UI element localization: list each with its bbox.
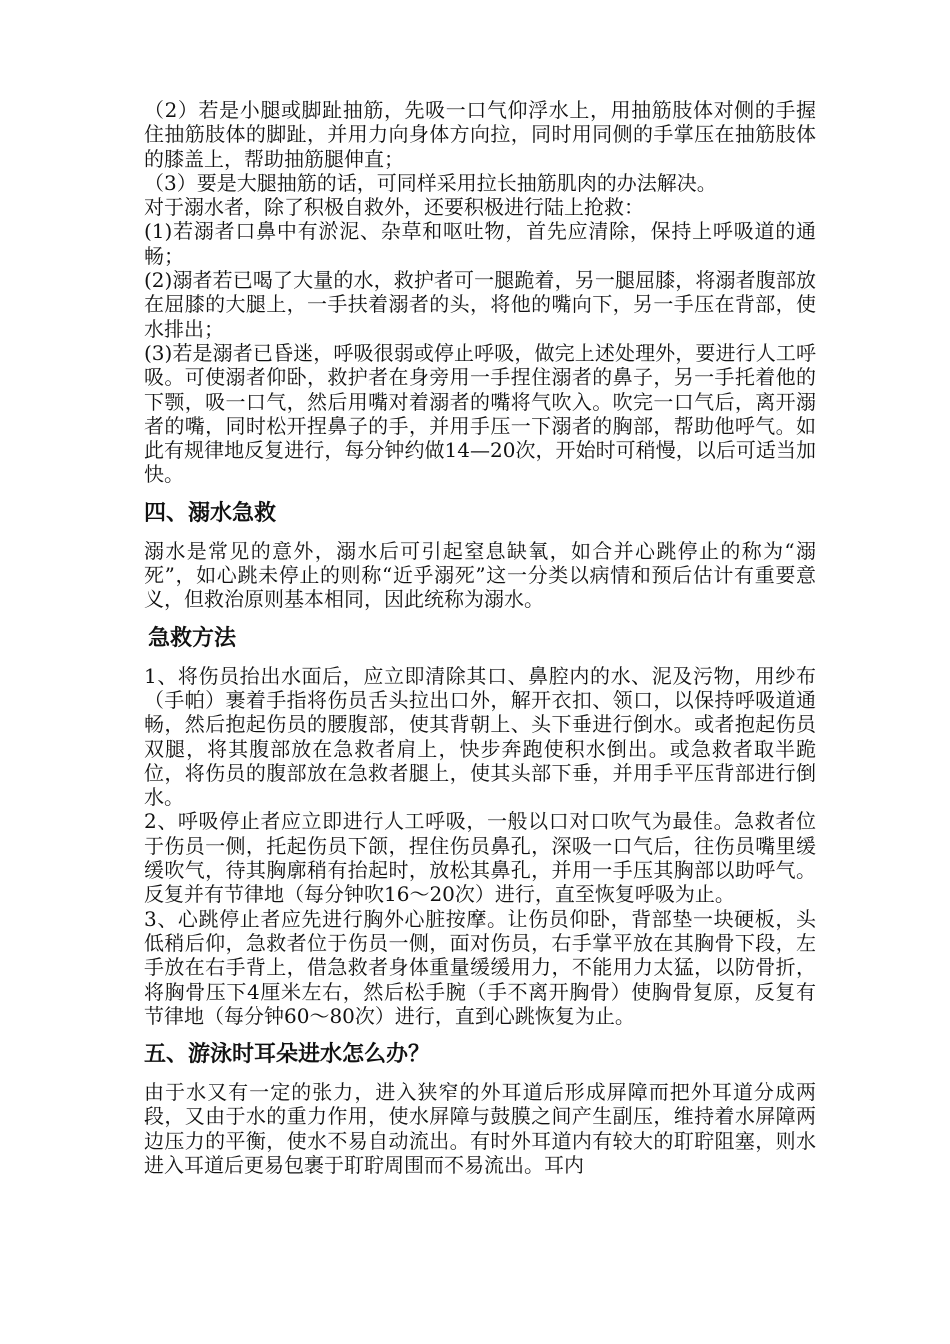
paragraph-method-2: 2、呼吸停止者应立即进行人工呼吸，一般以口对口吹气为最佳。急救者位于伤员一侧，托起伤员下颌，捏住伤员鼻孔，深吸一口气后，往伤员嘴里缓缓吹气，待其胸廓稍有抬起时，放松其鼻孔，并用一手压其胸部以助呼气。反复并有节律地（每分钟吹16～20次）进行，直至恢复呼吸为止。 (144, 809, 816, 907)
paragraph-rescue-step-1: (1)若溺者口鼻中有淤泥、杂草和呕吐物，首先应清除，保持上呼吸道的通畅； (144, 219, 816, 268)
paragraph-drowning-intro: 溺水是常见的意外，溺水后可引起窒息缺氧，如合并心跳停止的称为“溺死”，如心跳未停止的则称“近乎溺死”这一分类以病情和预后估计有重要意义，但救治原则基本相同，因此统称为溺水。 (144, 538, 816, 612)
section-heading-first-aid-methods: 急救方法 (148, 625, 237, 651)
paragraph-rescue-step-2: (2)溺者若已喝了大量的水，救护者可一腿跪着，另一腿屈膝，将溺者腹部放在屈膝的大腿上，一手扶着溺者的头，将他的嘴向下，另一手压在背部，使水排出； (144, 268, 816, 341)
paragraph-calf-cramp: （2）若是小腿或脚趾抽筋，先吸一口气仰浮水上，用抽筋肢体对侧的手握住抽筋肢体的脚趾，并用力向身体方向拉，同时用同侧的手掌压在抽筋肢体的膝盖上，帮助抽筋腿伸直； (144, 98, 816, 171)
paragraph-ear-water-intro: 由于水又有一定的张力，进入狭窄的外耳道后形成屏障而把外耳道分成两段，又由于水的重力作用，使水屏障与鼓膜之间产生副压，维持着水屏障两边压力的平衡，使水不易自动流出。有时外耳道内有较大的耵聍阻塞，则水进入耳道后更易包裹于耵聍周围而不易流出。耳内 (144, 1080, 816, 1177)
section-heading-ear-water: 五、游泳时耳朵进水怎么办？ (144, 1042, 431, 1068)
document-page (144, 98, 816, 1177)
paragraph-land-rescue-intro: 对于溺水者，除了积极自救外，还要积极进行陆上抢救： (144, 195, 644, 220)
paragraph-method-1: 1、将伤员抬出水面后，应立即清除其口、鼻腔内的水、泥及污物，用纱布（手帕）裹着手指将伤员舌头拉出口外，解开衣扣、领口，以保持呼吸道通畅，然后抱起伤员的腰腹部，使其背朝上、头下垂进行倒水。或者抱起伤员双腿，将其腹部放在急救者肩上，快步奔跑使积水倒出。或急救者取半跪位，将伤员的腹部放在急救者腿上，使其头部下垂，并用手平压背部进行倒水。 (144, 663, 816, 810)
paragraph-method-3: 3、心跳停止者应先进行胸外心脏按摩。让伤员仰卧，背部垫一块硬板，头低稍后仰，急救者位于伤员一侧，面对伤员，右手掌平放在其胸骨下段，左手放在右手背上，借急救者身体重量缓缓用力，不能用力太猛，以防骨折，将胸骨压下4厘米左右，然后松手腕（手不离开胸骨）使胸骨复原，反复有节律地（每分钟60～80次）进行，直到心跳恢复为止。 (144, 906, 816, 1028)
paragraph-thigh-cramp: （3）要是大腿抽筋的话，可同样采用拉长抽筋肌肉的办法解决。 (144, 170, 717, 195)
section-heading-drowning-first-aid: 四、溺水急救 (144, 500, 277, 526)
paragraph-rescue-step-3: (3)若是溺者已昏迷，呼吸很弱或停止呼吸，做完上述处理外，要进行人工呼吸。可使溺者仰卧，救护者在身旁用一手捏住溺者的鼻子，另一手托着他的下颚，吸一口气，然后用嘴对着溺者的嘴将气吹入。吹完一口气后，离开溺者的嘴，同时松开捏鼻子的手，并用手压一下溺者的胸部，帮助他呼气。如此有规律地反复进行，每分钟约做14—20次，开始时可稍慢，以后可适当加快。 (144, 340, 816, 487)
